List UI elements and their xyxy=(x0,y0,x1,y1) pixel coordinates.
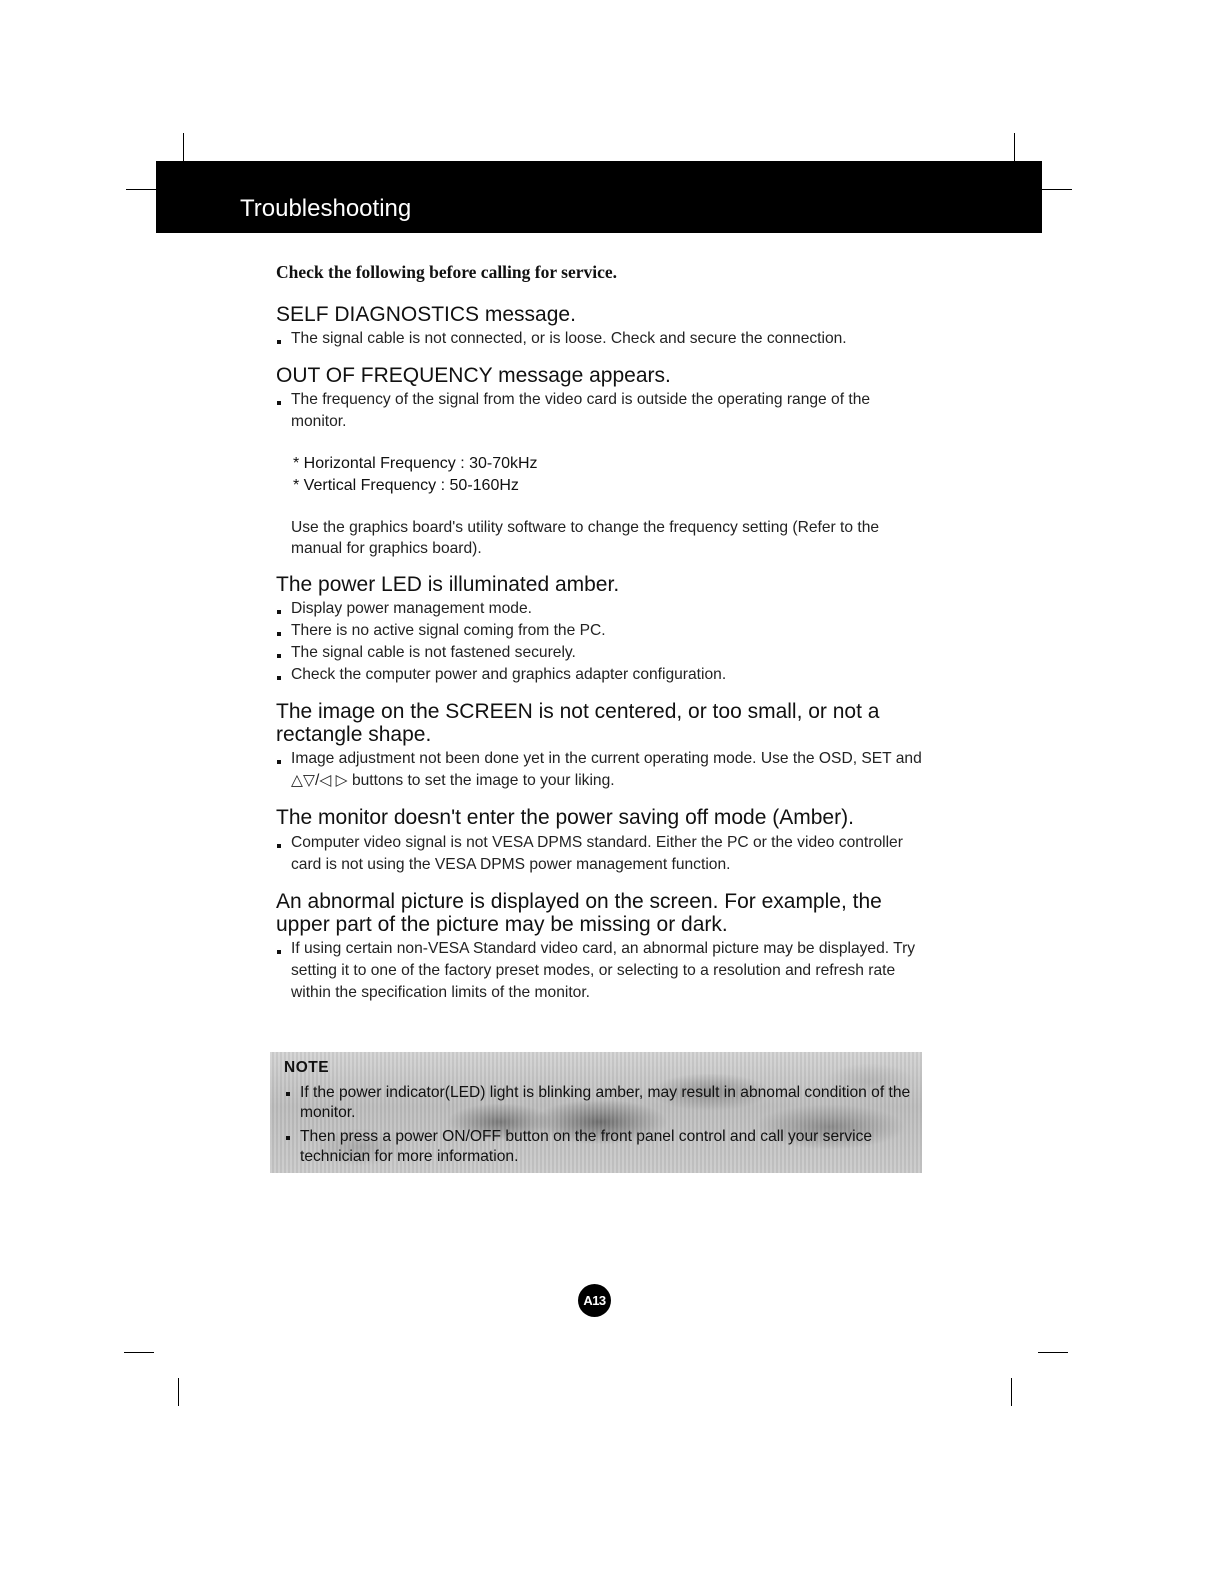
section-image-not-centered xyxy=(276,700,926,792)
crop-mark-top-right-vertical xyxy=(1014,133,1015,161)
bullet-list xyxy=(276,832,926,876)
crop-mark-top-left-vertical xyxy=(183,133,184,161)
bullet-list xyxy=(276,938,926,1004)
section-power-led-amber xyxy=(276,573,926,686)
section-title: OUT OF FREQUENCY message appears. xyxy=(276,364,671,388)
crop-mark-top-right-horizontal xyxy=(1042,189,1072,190)
list-item: Display power management mode. xyxy=(276,598,926,620)
crop-mark-top-left-horizontal xyxy=(126,189,156,190)
note-title: NOTE xyxy=(284,1059,330,1076)
crop-mark-bottom-right-horizontal xyxy=(1038,1352,1068,1353)
bullet-list xyxy=(276,389,926,433)
section-self-diagnostics xyxy=(276,303,926,350)
bullet-list xyxy=(276,328,926,350)
frequency-advice: Use the graphics board's utility software to change the frequency setting (Refer to the manual for graphics board). xyxy=(291,519,880,558)
bullet-list xyxy=(276,748,926,792)
section-title: The monitor doesn't enter the power saving off mode (Amber). xyxy=(276,806,854,830)
page-number-badge: A13 xyxy=(578,1284,611,1317)
header-bar xyxy=(156,161,1042,233)
section-out-of-frequency xyxy=(276,364,926,559)
crop-mark-bottom-right-vertical xyxy=(1011,1378,1012,1406)
bullet-list xyxy=(276,598,926,686)
section-power-saving xyxy=(276,806,926,875)
list-item: Then press a power ON/OFF button on the front panel control and call your service technician for more information. xyxy=(284,1127,912,1167)
list-item: If using certain non-VESA Standard video card, an abnormal picture may be displayed. Try setting it to one of the factory preset modes, or selecting to a resolution and refresh rate within the specification limits of the monitor. xyxy=(276,938,926,1004)
section-title: SELF DIAGNOSTICS message. xyxy=(276,303,576,326)
frequency-specs xyxy=(276,453,926,497)
list-item: Check the computer power and graphics adapter configuration. xyxy=(276,664,926,686)
list-item: If the power indicator(LED) light is blinking amber, may result in abnomal condition of the monitor. xyxy=(284,1083,912,1123)
list-item: Image adjustment not been done yet in the current operating mode. Use the OSD, SET and △▽/◁ ▷ buttons to set the image to your liking. xyxy=(276,748,926,792)
crop-mark-bottom-left-horizontal xyxy=(124,1352,154,1353)
section-title: The power LED is illuminated amber. xyxy=(276,573,620,597)
section-title: The image on the SCREEN is not centered, or too small, or not a rectangle shape. xyxy=(276,700,880,747)
page-title: Troubleshooting xyxy=(240,195,412,222)
intro-text: Check the following before calling for service. xyxy=(276,262,618,282)
troubleshooting-content xyxy=(276,262,926,1018)
note-box xyxy=(270,1052,922,1173)
vertical-frequency: * Vertical Frequency : 50-160Hz xyxy=(293,477,519,495)
crop-mark-bottom-left-vertical xyxy=(178,1378,179,1406)
list-item: Computer video signal is not VESA DPMS standard. Either the PC or the video controller card is not using the VESA DPMS power management function. xyxy=(276,832,926,876)
list-item: The signal cable is not connected, or is loose. Check and secure the connection. xyxy=(276,328,926,350)
list-item: The signal cable is not fastened securely. xyxy=(276,642,926,664)
horizontal-frequency: * Horizontal Frequency : 30-70kHz xyxy=(293,455,538,473)
note-list xyxy=(284,1083,912,1171)
list-item: There is no active signal coming from the PC. xyxy=(276,620,926,642)
list-item: The frequency of the signal from the video card is outside the operating range of the monitor. xyxy=(276,389,926,433)
section-abnormal-picture xyxy=(276,890,926,1004)
section-title: An abnormal picture is displayed on the screen. For example, the upper part of the picture may be missing or dark. xyxy=(276,889,882,936)
